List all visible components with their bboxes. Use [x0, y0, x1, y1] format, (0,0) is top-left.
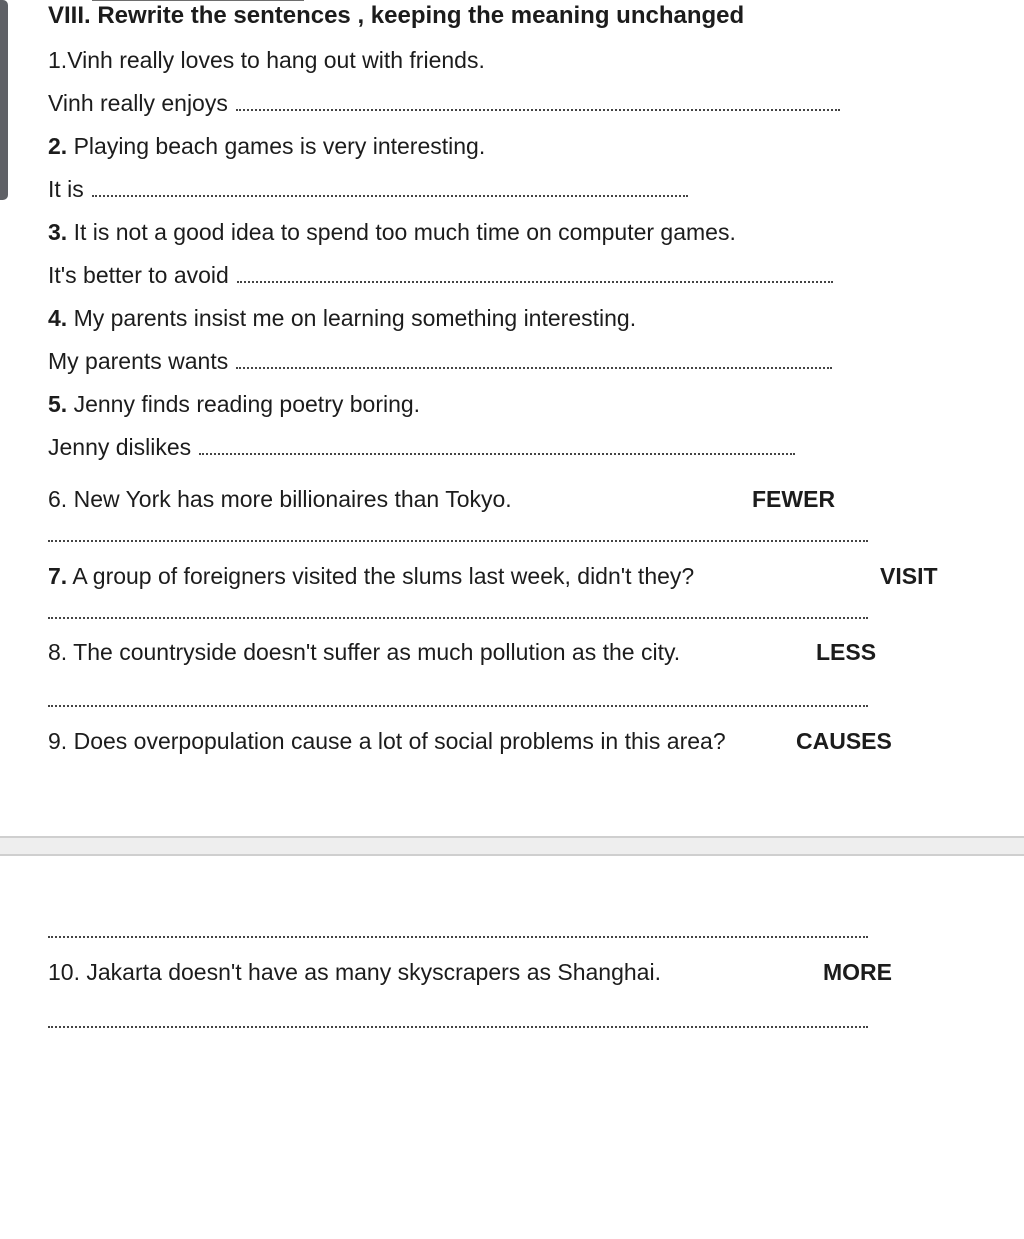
item-1-blank[interactable] — [236, 109, 840, 111]
item-9-blank[interactable] — [48, 936, 868, 938]
item-10-blank[interactable] — [48, 1026, 868, 1028]
item-2-text: Playing beach games is very interesting. — [73, 133, 486, 159]
item-7-text: A group of foreigners visited the slums last week, didn't they? — [72, 563, 695, 589]
item-5-sentence — [48, 389, 420, 419]
item-4-sentence — [48, 303, 636, 333]
item-1-answer-line[interactable] — [48, 88, 840, 118]
item-5-text: Jenny finds reading poetry boring. — [73, 391, 421, 417]
item-2-number: 2. — [48, 133, 68, 159]
item-4-answer-line[interactable] — [48, 346, 832, 376]
item-8-keyword: LESS — [816, 639, 877, 665]
item-4-blank[interactable] — [236, 367, 832, 369]
item-6-sentence — [48, 484, 512, 514]
item-3-answer-line[interactable] — [48, 260, 833, 290]
exercise-title: VIII. Rewrite the sentences , keeping the meaning unchanged — [48, 2, 745, 29]
item-10-sentence — [48, 957, 661, 987]
item-9-keyword: CAUSES — [796, 728, 892, 754]
item-6-text: New York has more billionaires than Tokyo. — [73, 486, 512, 512]
item-5-blank[interactable] — [199, 453, 795, 455]
item-3-text: It is not a good idea to spend too much time on computer games. — [73, 219, 736, 245]
item-9-text: Does overpopulation cause a lot of social problems in this area? — [73, 728, 726, 754]
scroll-edge-bar — [0, 0, 8, 200]
item-8-text: The countryside doesn't suffer as much pollution as the city. — [73, 639, 681, 665]
item-7-number: 7. — [48, 563, 68, 589]
item-7-blank[interactable] — [48, 617, 868, 619]
top-rule — [92, 0, 304, 1]
item-5-number: 5. — [48, 391, 68, 417]
item-1-stem: Vinh really enjoys — [48, 90, 228, 116]
item-2-answer-line[interactable] — [48, 174, 688, 204]
item-8-blank[interactable] — [48, 705, 868, 707]
item-9-sentence — [48, 726, 726, 756]
item-3-stem: It's better to avoid — [48, 262, 229, 288]
item-10-keyword: MORE — [823, 959, 892, 985]
item-6-number: 6. — [48, 486, 68, 512]
item-4-stem: My parents wants — [48, 348, 229, 374]
item-3-number: 3. — [48, 219, 68, 245]
item-6-blank[interactable] — [48, 540, 868, 542]
item-2-blank[interactable] — [92, 195, 688, 197]
item-1-number: 1. — [48, 47, 68, 73]
item-5-stem: Jenny dislikes — [48, 434, 192, 460]
item-10-number: 10. — [48, 959, 80, 985]
page-break-band — [0, 836, 1024, 856]
item-7-keyword: VISIT — [880, 563, 938, 589]
item-4-number: 4. — [48, 305, 68, 331]
item-2-sentence — [48, 131, 485, 161]
item-3-sentence — [48, 217, 736, 247]
item-10-text: Jakarta doesn't have as many skyscrapers as Shanghai. — [86, 959, 661, 985]
item-5-answer-line[interactable] — [48, 432, 795, 462]
item-1-text: Vinh really loves to hang out with friends. — [67, 47, 485, 73]
item-8-number: 8. — [48, 639, 68, 665]
item-7-sentence — [48, 561, 694, 591]
item-8-sentence — [48, 637, 680, 667]
item-4-text: My parents insist me on learning something interesting. — [73, 305, 637, 331]
item-1-sentence — [48, 45, 485, 75]
item-2-stem: It is — [48, 176, 84, 202]
item-9-number: 9. — [48, 728, 68, 754]
item-6-keyword: FEWER — [752, 486, 836, 512]
item-3-blank[interactable] — [237, 281, 833, 283]
